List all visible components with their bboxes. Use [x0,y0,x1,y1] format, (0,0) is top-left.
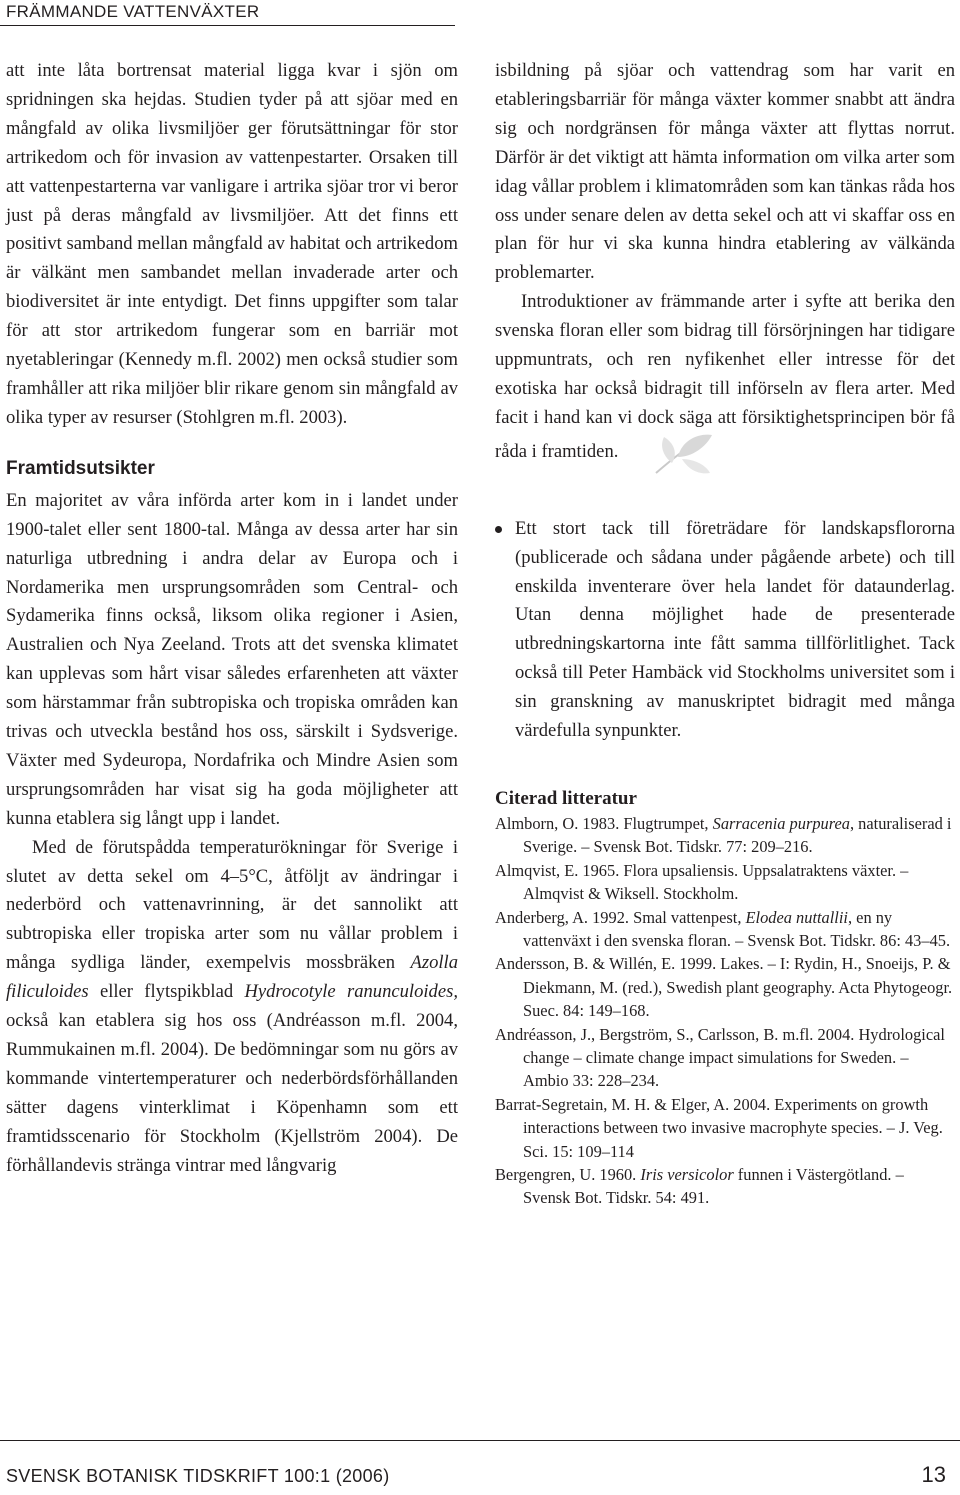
text-run: också kan etablera sig hos oss (Andréasson m.fl. 2004, Rummukainen m.fl. 2004). De bedömningar som nu görs av kommande vintertemperaturer och nederbördsförhållanden sätter dagens vinterklimat i Köpenhamn som ett framtidsscenario för Stockholm (Kjellström 2004). De förhållandevis stränga vintrar med långvarig [6,1010,458,1176]
acknowledgement [495,515,955,746]
body-paragraph [6,834,458,1181]
right-column [495,57,955,1210]
leaf-ornament-icon [626,433,716,487]
reference-item: Almqvist, E. 1965. Flora upsaliensis. Uppsalatraktens växter. – Almqvist & Wiksell. Stockholm. [495,860,909,904]
text-run: Introduktioner av främmande arter i syfte att berika den svenska floran eller som bidrag till försörjningen har tidigare uppmuntrats, och ren nyfikenhet eller intresse för det exotiska har också bidragit till införseln av flera arter. Med facit i hand kan vi dock säga att försiktighetsprincipen bör få råda i framtiden. [495,291,955,462]
reference-item: Andréasson, J., Bergström, S., Carlsson, B. m.fl. 2004. Hydrological change – climate change impact simulations for Sweden. – Ambio 33: 228–234. [495,1024,945,1091]
page-number: 13 [921,1462,946,1487]
bullet-icon [495,526,502,533]
reference-item: Anderberg, A. 1992. Smal vattenpest, Elodea nuttallii, en ny vattenväxt i den svenska floran. – Svensk Bot. Tidskr. 86: 43–45. [495,907,951,950]
reference-item: Bergengren, U. 1960. Iris versicolor funnen i Västergötland. – Svensk Bot. Tidskr. 54: 491. [495,1165,904,1208]
left-column [6,57,458,1181]
footer-journal: SVENSK BOTANISK TIDSKRIFT 100:1 (2006) [6,1466,390,1486]
reference-item: Andersson, B. & Willén, E. 1999. Lakes. – I: Rydin, H., Snoeijs, P. & Diekmann, M. (red.), Swedish plant geography. Acta Phytogeogr. Suec. 84: 149–168. [495,954,953,1021]
reference-item: Barrat-Segretain, M. H. & Elger, A. 2004. Experiments on growth interactions between two invasive macrophyte species. – J. Veg. Sci. 15: 109–114 [495,1094,943,1161]
body-paragraph [495,288,955,486]
reference-list [495,812,955,1210]
species-name: Hydrocotyle ranunculoides, [244,981,458,1003]
acknowledgement-text: Ett stort tack till företrädare för landskapsflororna (publicerade och sådana under pågående arbete) och till enskilda inventerare över hela landet för dataunderlag. Utan denna möjlighet hade de presenterade utbredningskartorna inte fått samma tillförlitlighet. Tack också till Peter Hambäck vid Stockholms universitet som i sin granskning av manuskriptet bidragit med många värdefulla synpunkter. [515,517,955,742]
text-run: eller flytspikblad [88,981,245,1003]
species-name: Azolla filiculoides [6,952,458,1003]
header-rule [0,25,455,26]
section-heading: Framtidsutsikter [6,457,155,479]
running-head: FRÄMMANDE VATTENVÄXTER [6,2,260,21]
text-run: Med de förutspådda temperaturökningar för Sverige i slutet av detta sekel om 4–5°C, åtföljt av ändringar i nederbörd och vattenavrinning, är det sannolikt att subtropiska eller tropiska arter som nu vållar problem i många sydliga länder, exempelvis mossbräken [6,836,458,974]
reference-item: Almborn, O. 1983. Flugtrumpet, Sarracenia purpurea, naturaliserad i Sverige. – Svensk Bot. Tidskr. 77: 209–216. [495,813,952,857]
body-paragraph: En majoritet av våra införda arter kom in i landet under 1900-talet eller sent 1800-tal. Många av dessa arter har sin naturliga utbredning i andra delar av Europa och i Nordamerika men ursprungsområden som Central- och Sydamerika finns också, liksom olika regioner i Asien, Australien och Nya Zeeland. Trots att det svenska klimatet kan upplevas som hårt visar således erfarenheten att växter som härstammar från subtropiska och tropiska områden kan trivas och utveckla bestånd hos oss, särskilt i Sydsverige. Växter med Sydeuropa, Nordafrika och Mindre Asien som ursprungsområden har visat sig ha goda möjligheter att kunna etablera sig långt upp i landet. [6,489,458,829]
references-heading: Citerad litteratur [495,787,637,809]
body-paragraph: isbildning på sjöar och vattendrag som har varit en etableringsbarriär för många växter kommer snabbt att ändra sig och nordgränsen för många växter att flyttas norrut. Därför är det viktigt att hämta information om vilka arter som idag vållar problem i klimatområden som kan tänkas råda hos oss under senare delen av detta sekel och att vi skaffar oss en plan för hur vi ska kunna hindra etablering av välkända problemarter. [495,60,955,284]
body-paragraph: att inte låta bortrensat material ligga kvar i sjön om spridningen ska hejdas. Studien tyder på att sjöar med en mångfald av olika livsmiljöer ger förutsättningar för stor artrikedom och för invasion av vattenpestarter. Orsaken till att vattenpestarterna var vanligare i artrika sjöar tror vi beror just på deras mångfald av livsmiljöer. Att det finns ett positivt samband mellan mångfald av habitat och artrikedom är välkänt men sambandet mellan invaderade arter och biodiversitet är inte entydigt. Det finns uppgifter som talar för att stor artrikedom fungerar som en barriär mot nyetableringar (Kennedy m.fl. 2002) men också studier som framhåller att rika miljöer blir rikare genom sin mångfald av olika typer av resurser (Stohlgren m.fl. 2003). [6,60,458,428]
footer-rule [0,1440,960,1441]
